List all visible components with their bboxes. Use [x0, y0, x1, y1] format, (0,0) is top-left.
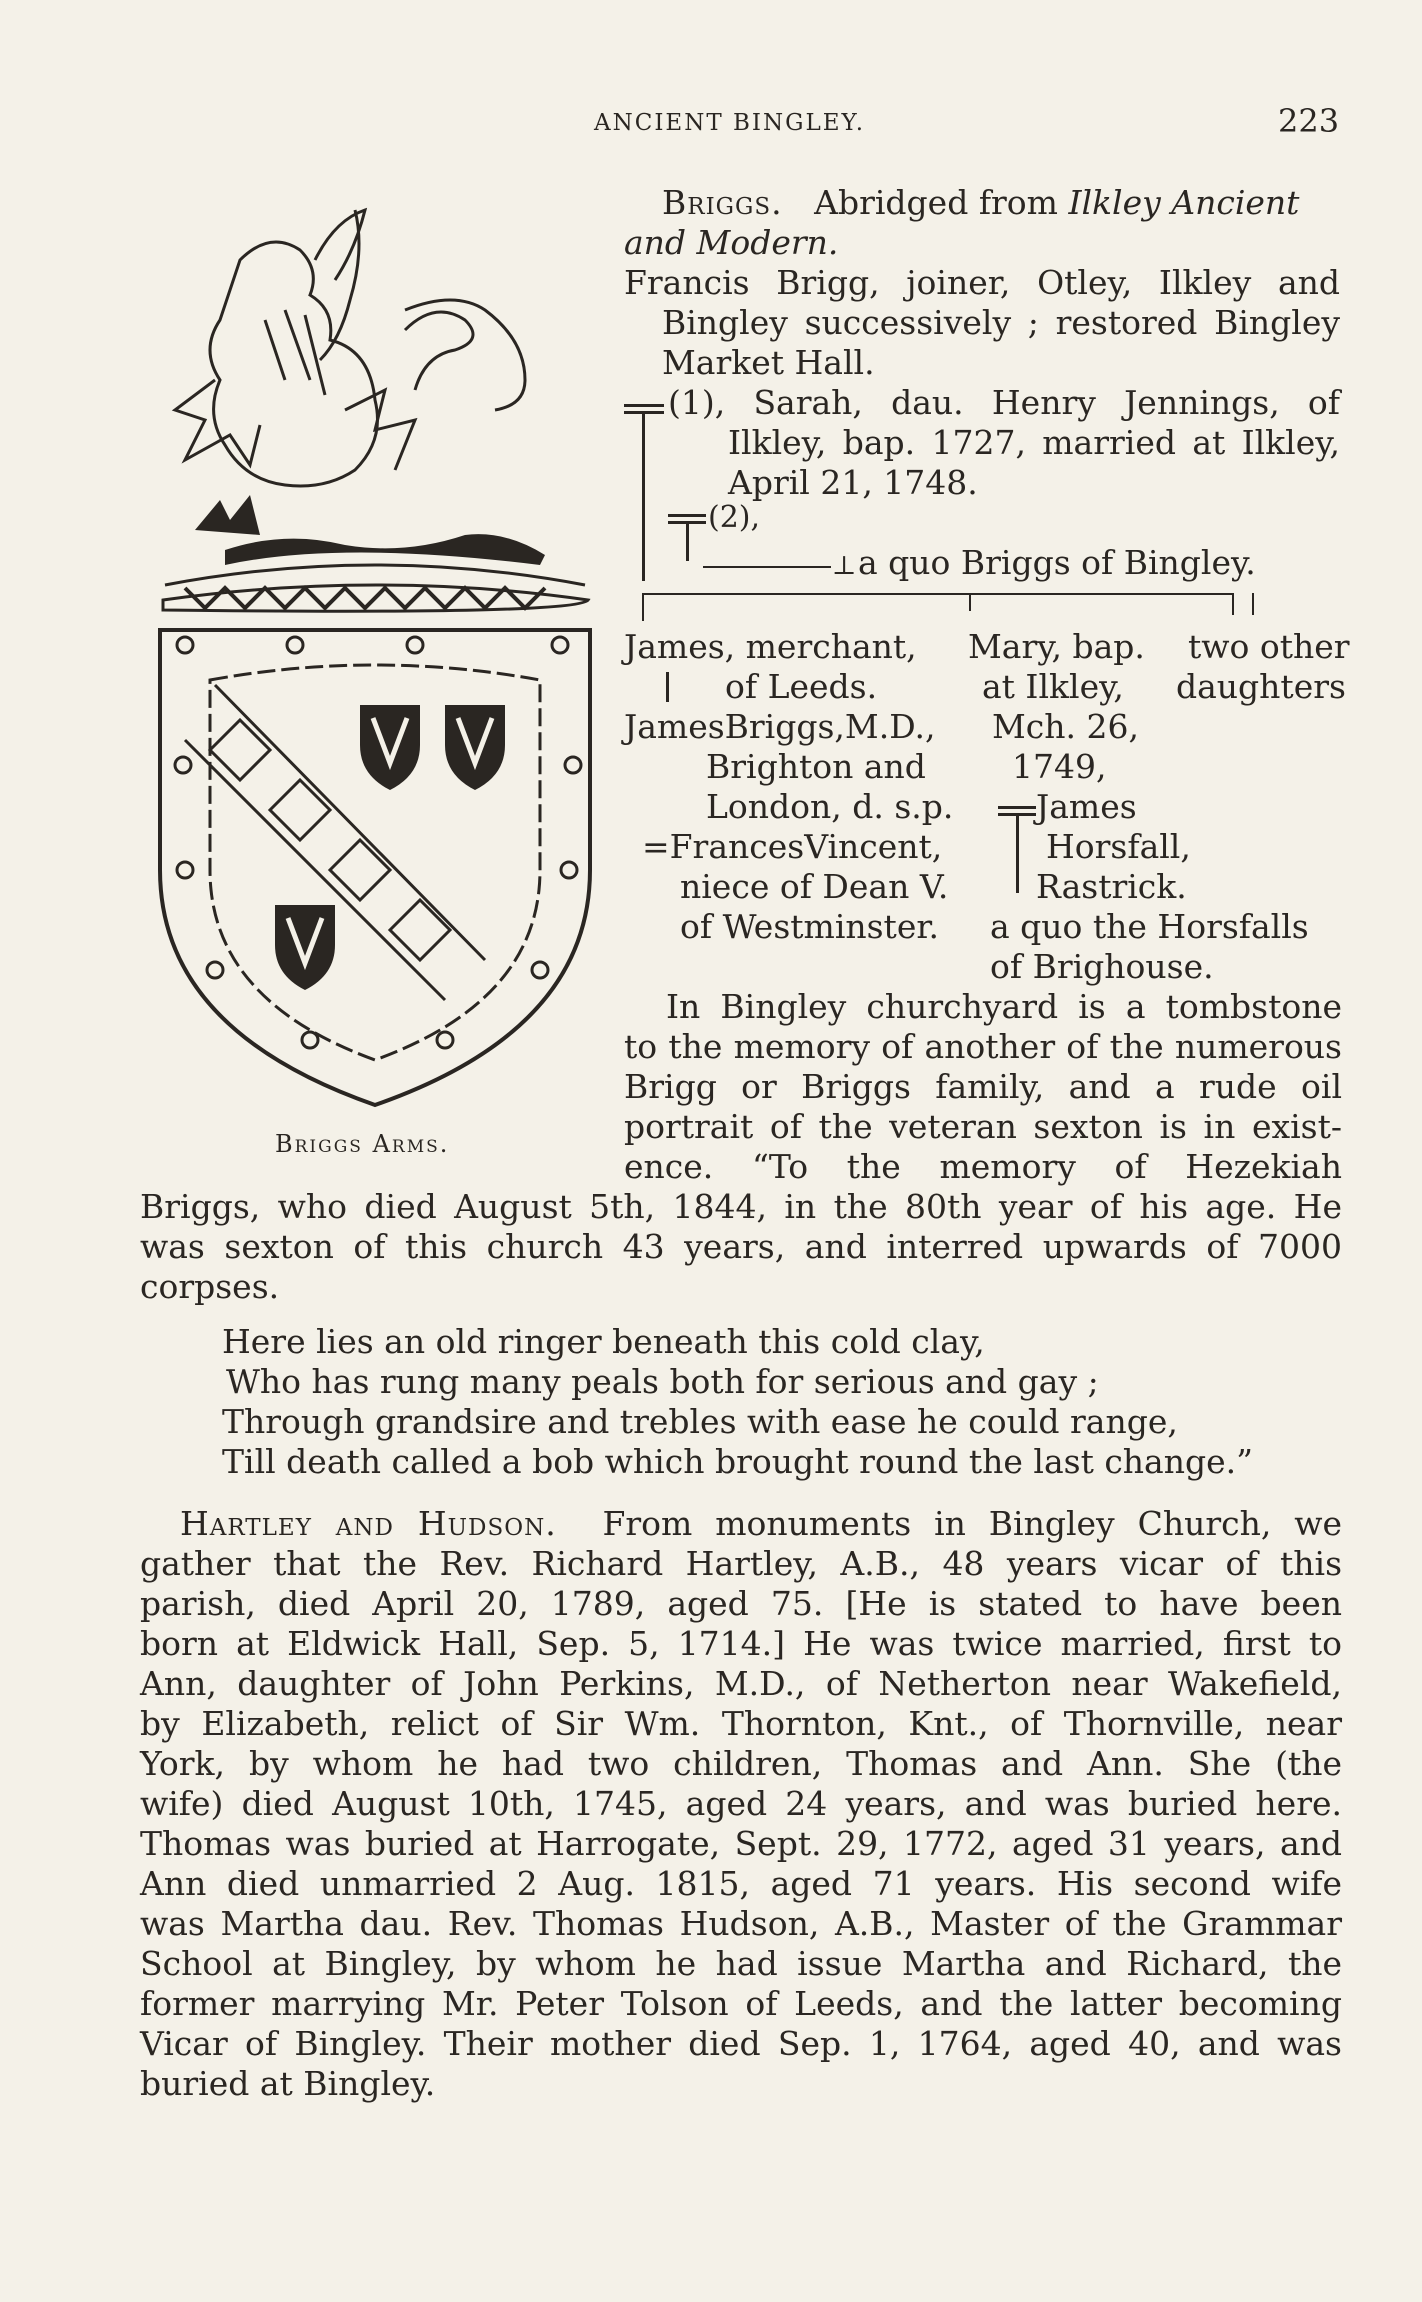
sarah-line-2: Ilkley, bap. 1727, married at Ilkley, — [728, 423, 1340, 462]
briggs-quo: a quo Briggs of Bingley. — [858, 543, 1256, 582]
hartley-line-4: by Elizabeth, relict of Sir Wm. Thornton, Knt., of Thornville, near — [140, 1704, 1342, 1743]
hartley-line-10: School at Bingley, by whom he had issue Martha and Richard, the — [140, 1944, 1342, 1983]
james-line-6: niece of Dean V. — [680, 867, 949, 906]
poem-line-1: Who has rung many peals both for serious and gay ; — [226, 1362, 1099, 1401]
hartley-line-12: Vicar of Bingley. Their mother died Sep. 1, 1764, aged 40, and was — [140, 2024, 1342, 2063]
poem-line-0: Here lies an old ringer beneath this cold clay, — [222, 1322, 985, 1361]
mary-line-4: James — [1036, 787, 1137, 826]
sarah-line-1: (1), Sarah, dau. Henry Jennings, of — [668, 383, 1340, 422]
figure-caption: Briggs Arms. — [275, 1130, 450, 1158]
james-line-7: of Westminster. — [680, 907, 939, 946]
mary-line-5: Horsfall, — [1046, 827, 1191, 866]
churchyard-line-5: Briggs, who died August 5th, 1844, in the 80th year of his age. He — [140, 1187, 1342, 1226]
briggs-head: Briggs. — [662, 183, 783, 222]
hartley-head: Hartley and Hudson. — [180, 1504, 557, 1543]
churchyard-line-3: portrait of the veteran sexton is in exist- — [624, 1107, 1342, 1146]
mary-descent — [1016, 813, 1019, 893]
churchyard-line-6: was sexton of this church 43 years, and interred upwards of 7000 — [140, 1227, 1342, 1266]
others-line-1: daughters — [1176, 667, 1346, 706]
hartley-line-5: York, by whom he had two children, Thomas and Ann. She (the — [140, 1744, 1342, 1783]
mary-line-0: Mary, bap. — [968, 627, 1145, 666]
james-descent — [666, 672, 669, 702]
poem-line-3: Till death called a bob which brought round the last change.” — [222, 1442, 1253, 1481]
mary-line-2: Mch. 26, — [992, 707, 1139, 746]
hartley-line-8: Ann died unmarried 2 Aug. 1815, aged 71 years. His second wife — [140, 1864, 1342, 1903]
running-title: ANCIENT BINGLEY. — [594, 110, 866, 136]
briggs-source-1: Ilkley Ancient — [1068, 183, 1300, 222]
page-number: 223 — [1278, 102, 1340, 140]
mary-line-7: a quo the Horsfalls — [990, 907, 1309, 946]
second-marriage: (2), — [708, 500, 761, 535]
hartley-first-rest: From monuments in Bingley Church, we — [602, 1504, 1343, 1543]
hartley-line-first — [180, 1504, 1342, 1544]
hartley-line-11: former marrying Mr. Peter Tolson of Leeds, and the latter becoming — [140, 1984, 1342, 2023]
briggs-intro: Abridged from — [814, 183, 1058, 222]
francis-line-1: Francis Brigg, joiner, Otley, Ilkley and — [624, 263, 1340, 302]
hartley-line-3: Ann, daughter of John Perkins, M.D., of Netherton near Wakefield, — [140, 1664, 1342, 1703]
briggs-source-2: and Modern. — [624, 223, 839, 262]
james-line-2: JamesBriggs,M.D., — [624, 707, 936, 746]
churchyard-line-2: Brigg or Briggs family, and a rude oil — [624, 1067, 1342, 1106]
james-line-5: =FrancesVincent, — [642, 827, 943, 866]
pedigree-tick-others-1 — [1232, 593, 1234, 615]
hartley-line-1: parish, died April 20, 1789, aged 75. [He is stated to have been — [140, 1584, 1342, 1623]
churchyard-line-0: In Bingley churchyard is a tombstone — [666, 987, 1342, 1026]
quo-arrow: ⊥ — [832, 551, 857, 581]
james-line-1: of Leeds. — [725, 667, 878, 706]
churchyard-line-7: corpses. — [140, 1267, 280, 1306]
pedigree-tick-others-2 — [1252, 593, 1254, 615]
hartley-line-7: Thomas was buried at Harrogate, Sept. 29, 1772, aged 31 years, and — [140, 1824, 1342, 1863]
hartley-last: buried at Bingley. — [140, 2064, 436, 2103]
descent-line-1 — [642, 411, 645, 581]
coat-of-arms-icon — [155, 200, 600, 1110]
james-line-3: Brighton and — [706, 747, 926, 786]
mary-line-8: of Brighouse. — [990, 947, 1214, 986]
pedigree-tick-mary — [969, 593, 971, 611]
marriage-mark-1 — [624, 404, 664, 407]
briggs-heading-line — [662, 183, 1299, 223]
sarah-line-3: April 21, 1748. — [728, 463, 978, 502]
james-line-4: London, d. s.p. — [706, 787, 954, 826]
descent-line-2 — [686, 521, 689, 561]
churchyard-line-4: ence. “To the memory of Hezekiah — [624, 1147, 1342, 1186]
francis-line-2: Bingley successively ; restored Bingley — [662, 303, 1340, 342]
hartley-line-6: wife) died August 10th, 1745, aged 24 years, and was buried here. — [140, 1784, 1342, 1823]
quo-line — [703, 566, 831, 568]
others-line-0: two other — [1188, 627, 1350, 666]
mary-line-6: Rastrick. — [1036, 867, 1187, 906]
mary-line-3: 1749, — [1012, 747, 1107, 786]
hartley-line-2: born at Eldwick Hall, Sep. 5, 1714.] He was twice married, first to — [140, 1624, 1342, 1663]
poem-line-2: Through grandsire and trebles with ease he could range, — [222, 1402, 1178, 1441]
hartley-line-0: gather that the Rev. Richard Hartley, A.B., 48 years vicar of this — [140, 1544, 1342, 1583]
pedigree-bar — [642, 593, 1234, 595]
james-line-0: James, merchant, — [624, 627, 917, 666]
francis-line-3: Market Hall. — [662, 343, 875, 382]
churchyard-line-1: to the memory of another of the numerous — [624, 1027, 1342, 1066]
pedigree-tick-james — [642, 593, 644, 621]
marriage-mark-2 — [668, 514, 706, 517]
mary-line-1: at Ilkley, — [982, 667, 1124, 706]
hartley-line-9: was Martha dau. Rev. Thomas Hudson, A.B., Master of the Grammar — [140, 1904, 1342, 1943]
marriage-mark-mary — [998, 806, 1036, 809]
